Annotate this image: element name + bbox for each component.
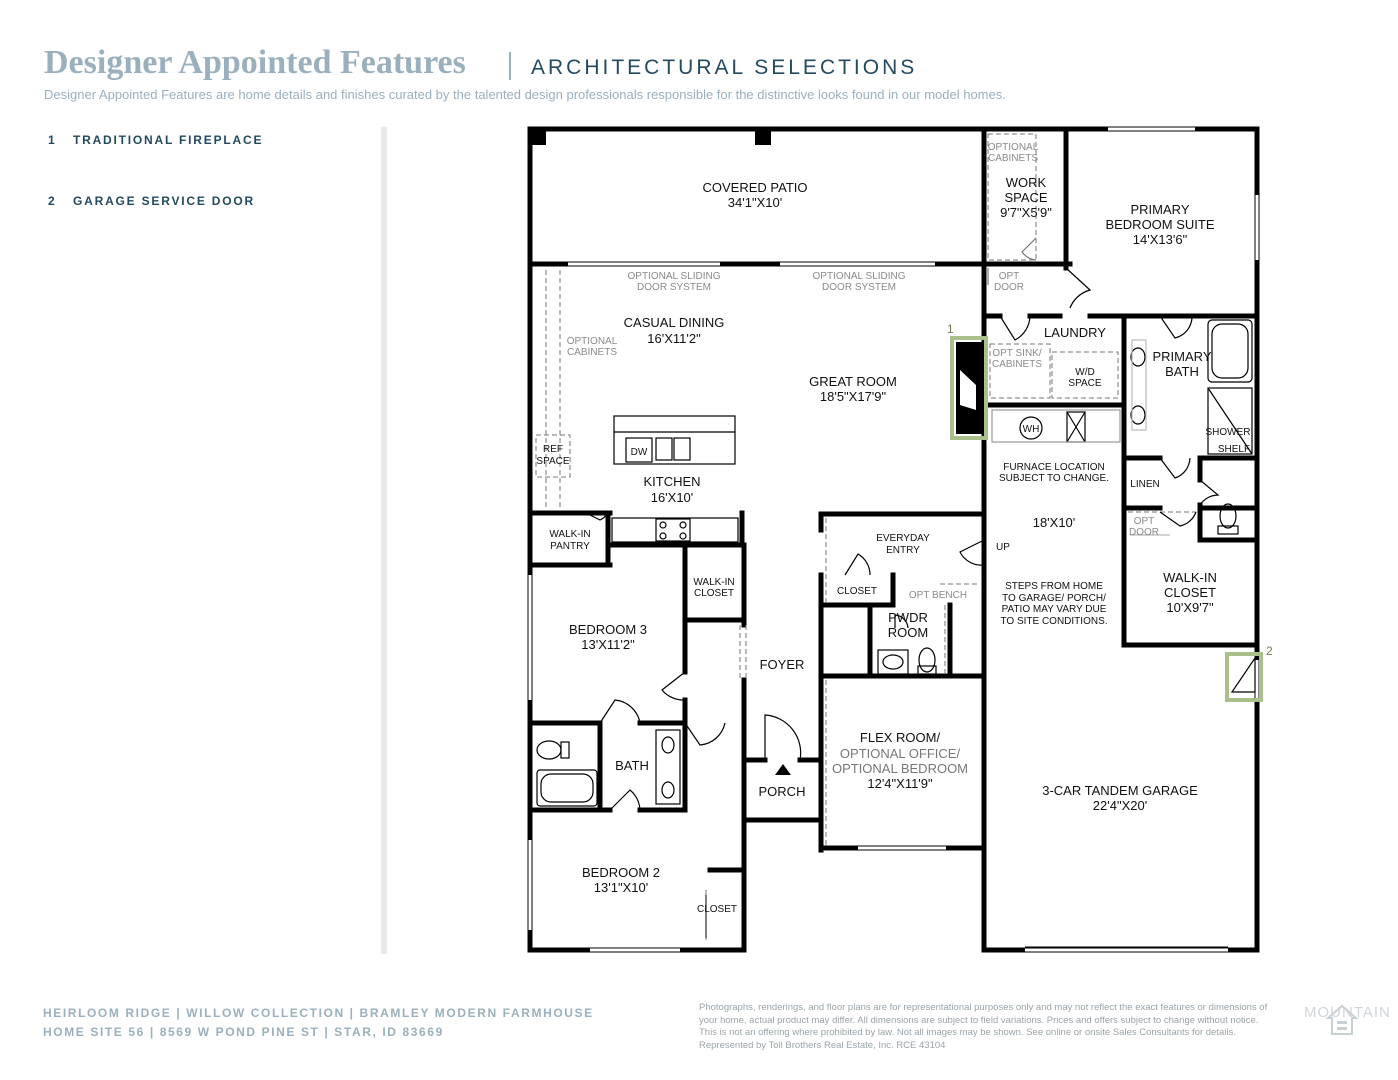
kitchen-dim: 16'X10'	[650, 490, 694, 505]
primary-bath-label: BATH	[1165, 364, 1199, 379]
walk-in-closet-label: WALK-IN	[1163, 570, 1217, 585]
furnace-note: FURNACE LOCATION	[1003, 462, 1105, 473]
optional-cabinets-label: OPTIONAL	[566, 336, 618, 347]
primary-suite-label: PRIMARY	[1130, 202, 1190, 217]
foyer-label: FOYER	[759, 657, 805, 672]
steps-note: PATIO MAY VARY DUE	[1001, 604, 1107, 615]
primary-suite-label: BEDROOM SUITE	[1105, 217, 1215, 232]
disclaimer-line: This is not an offering where prohibited by law. Not all images may be shown. See online or onsite Sales Consultants for details.	[699, 1027, 1236, 1039]
optional-cabinets-label: OPTIONAL	[987, 142, 1039, 153]
optional-cabinets-label: CABINETS	[566, 347, 618, 358]
shower-label: SHOWER	[1205, 427, 1251, 438]
work-space-dim: 9'7"X5'9"	[1000, 205, 1052, 220]
dishwasher-label: DW	[630, 447, 648, 458]
opt-sink-label: CABINETS	[991, 359, 1043, 370]
covered-patio-label: COVERED PATIO	[702, 180, 808, 195]
optional-cabinets-label: CABINETS	[987, 153, 1039, 164]
opt-door-label: DOOR	[994, 282, 1024, 293]
flex-room-label: FLEX ROOM/	[859, 730, 941, 745]
opt-door-label: DOOR	[1129, 527, 1159, 538]
great-room-label: GREAT ROOM	[809, 374, 897, 389]
optional-sliding-label: DOOR SYSTEM	[637, 282, 711, 293]
ref-space-label: REF	[543, 444, 563, 455]
garage-dim: 22'4"X20'	[1092, 798, 1148, 813]
steps-note: STEPS FROM HOME	[1005, 581, 1103, 592]
flex-room-dim: 12'4"X11'9"	[867, 776, 933, 791]
page-title: Designer Appointed Features	[44, 44, 466, 81]
wd-space-label: W/D	[1075, 367, 1095, 378]
work-space-label: SPACE	[1004, 190, 1048, 205]
ref-space-label: SPACE	[536, 456, 570, 467]
casual-dining-dim: 16'X11'2"	[647, 331, 701, 346]
everyday-entry-label: ENTRY	[886, 545, 920, 556]
footer-community: HEIRLOOM RIDGE | WILLOW COLLECTION | BRAMLEY MODERN FARMHOUSE	[43, 1006, 594, 1020]
feature-marker-1: 1	[947, 322, 954, 336]
feature-label: TRADITIONAL FIREPLACE	[73, 133, 264, 147]
opt-door-label: OPT	[998, 271, 1020, 282]
bedroom2-label: BEDROOM 2	[581, 865, 661, 880]
work-space-label: WORK	[1005, 175, 1047, 190]
steps-note: TO GARAGE/ PORCH/	[1002, 593, 1106, 604]
disclaimer-line: Photographs, renderings, and floor plans are for representational purposes only and may not reflect the exact features or dimensions of	[699, 1002, 1268, 1013]
opt-bench-label: OPT BENCH	[908, 590, 968, 601]
entry-closet-label: CLOSET	[836, 586, 878, 597]
footer-address: HOME SITE 56 | 8569 W POND PINE ST | STAR, ID 83669	[43, 1025, 444, 1039]
disclaimer-line: Represented by Toll Brothers Real Estate, Inc. RCE 43104	[699, 1039, 946, 1051]
feature-number: 2	[48, 194, 57, 208]
walk-in-closet-small-label: CLOSET	[693, 588, 735, 599]
pwdr-label: PWDR	[888, 610, 928, 625]
bath-label: BATH	[615, 758, 649, 773]
equal-housing-icon	[1326, 1004, 1358, 1040]
primary-suite-dim: 14'X13'6"	[1132, 232, 1188, 247]
furnace-note: SUBJECT TO CHANGE.	[998, 473, 1110, 484]
shelf-label: SHELF	[1217, 444, 1251, 455]
garage-hall-dim: 18'X10'	[1032, 515, 1076, 530]
linen-label: LINEN	[1130, 479, 1160, 490]
disclaimer-line: your home, actual product may differ. All dimensions are subject to field variations. Prices and offers subject to change without notice.	[699, 1014, 1259, 1026]
laundry-label: LAUNDRY	[1044, 325, 1106, 340]
opt-door-label: OPT	[1133, 516, 1155, 527]
pantry-label: WALK-IN	[549, 529, 591, 540]
great-room-dim: 18'5"X17'9"	[819, 389, 887, 404]
porch-label: PORCH	[758, 784, 806, 799]
bedroom2-dim: 13'1"X10'	[593, 880, 649, 895]
pantry-label: PANTRY	[550, 541, 590, 552]
steps-note: TO SITE CONDITIONS.	[1000, 616, 1108, 627]
fireplace-feature	[952, 338, 986, 438]
feature-label: GARAGE SERVICE DOOR	[73, 194, 256, 208]
bedroom3-label: BEDROOM 3	[568, 622, 648, 637]
opt-sink-label: OPT SINK/	[992, 348, 1042, 359]
page-description: Designer Appointed Features are home details and finishes curated by the talented design professionals responsible for the distinctive looks found in our model homes.	[44, 87, 1006, 102]
primary-bath-label: PRIMARY	[1152, 349, 1212, 364]
wd-space-label: SPACE	[1068, 378, 1102, 389]
covered-patio-dim: 34'1"X10'	[727, 195, 783, 210]
garage-label: 3-CAR TANDEM GARAGE	[1042, 783, 1198, 798]
flex-room-label: OPTIONAL BEDROOM	[831, 761, 969, 776]
pwdr-label: ROOM	[887, 625, 929, 640]
walk-in-closet-label: CLOSET	[1163, 585, 1217, 600]
everyday-entry-label: EVERYDAY	[876, 533, 930, 544]
watermark: MOUNTAIN	[1304, 1004, 1391, 1021]
optional-sliding-label: DOOR SYSTEM	[822, 282, 896, 293]
kitchen-label: KITCHEN	[643, 474, 701, 489]
up-label: UP	[996, 542, 1010, 553]
page-subtitle: ARCHITECTURAL SELECTIONS	[531, 56, 918, 79]
bed2-closet-label: CLOSET	[696, 904, 738, 915]
walk-in-closet-dim: 10'X9'7"	[1166, 600, 1214, 615]
optional-sliding-label: OPTIONAL SLIDING	[812, 271, 906, 282]
optional-sliding-label: OPTIONAL SLIDING	[627, 271, 721, 282]
water-heater-label: WH	[1022, 424, 1040, 435]
flex-room-label: OPTIONAL OFFICE/	[839, 746, 961, 761]
disclaimer	[699, 1002, 1329, 1052]
casual-dining-label: CASUAL DINING	[623, 315, 725, 330]
feature-marker-2: 2	[1266, 644, 1273, 658]
bedroom3-dim: 13'X11'2"	[581, 637, 635, 652]
feature-number: 1	[48, 133, 57, 147]
walk-in-closet-small-label: WALK-IN	[693, 577, 735, 588]
